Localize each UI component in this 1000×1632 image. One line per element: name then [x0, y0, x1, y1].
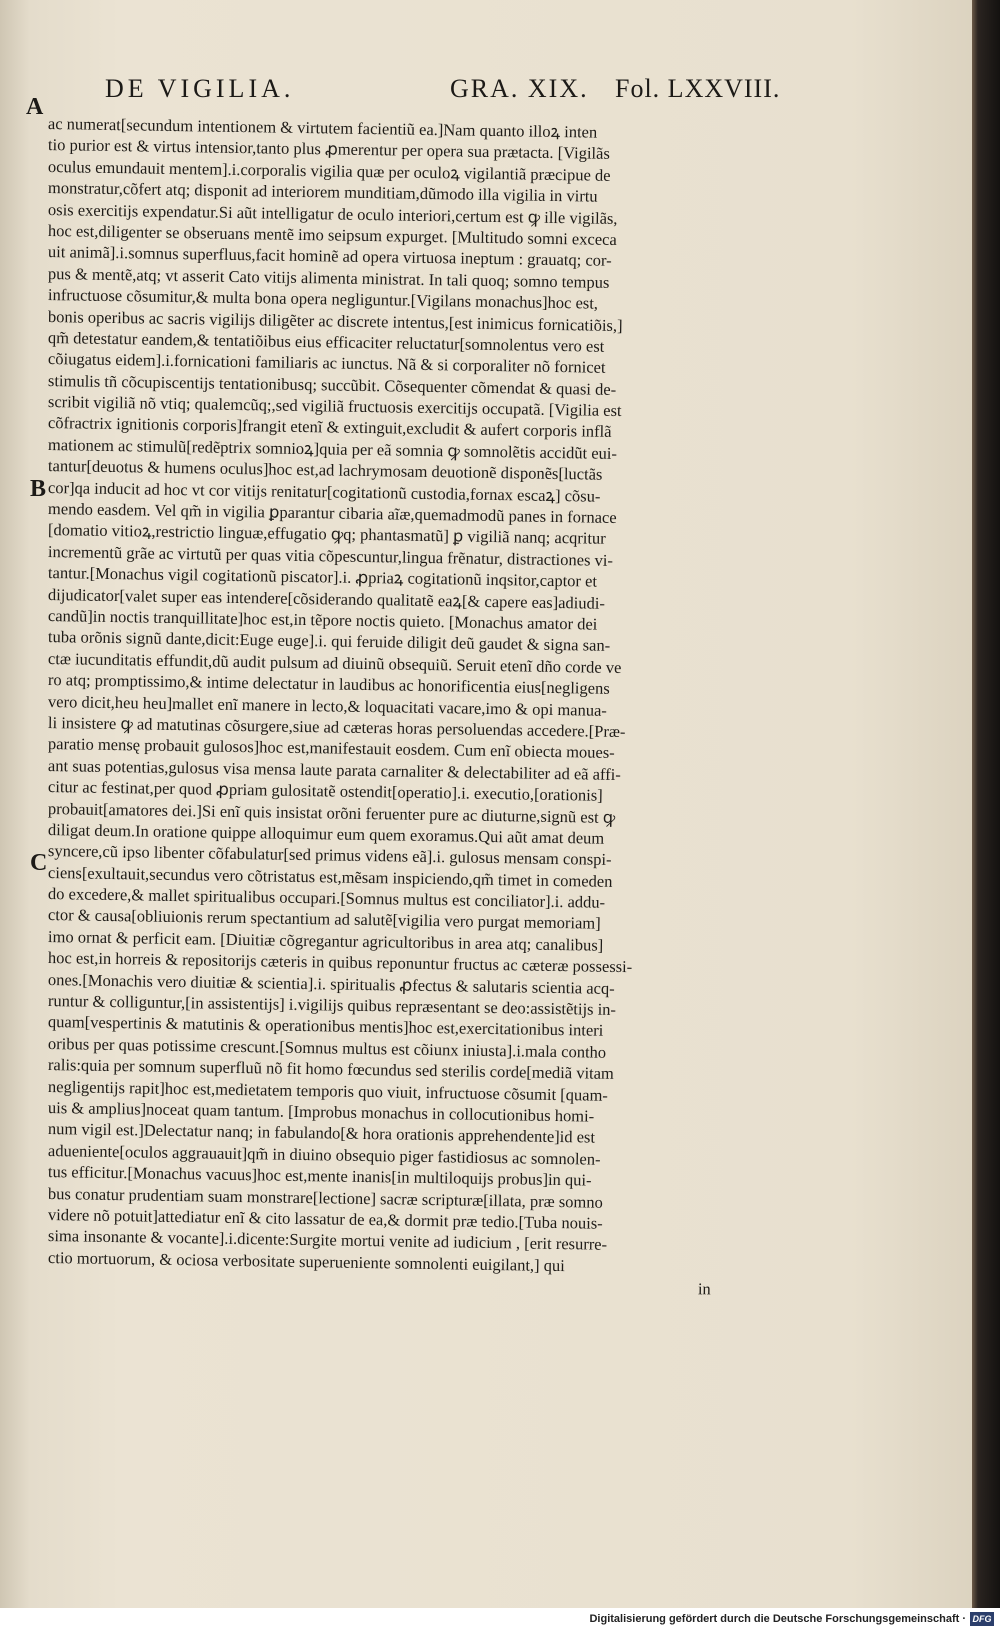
text-line: candũ]in noctis tranquillitate]hoc est,in tẽpore noctis quieto. [Monachus amator dei [47, 605, 598, 634]
text-line: sima insonante & vocante].i.dicente:Surgite mortui venite ad iudicium , [erit resurre- [47, 1226, 608, 1255]
margin-marker-a: A [26, 94, 44, 120]
header-title: DE VIGILIA. [105, 74, 295, 103]
text-line: bus conatur prudentiam suam monstrare[lectione] sacræ scripturæ[illata, præ somno [47, 1183, 603, 1212]
text-line: ro atq; promptissimo,& intime delectatur in laudibus ac honorificentia eius[negligens [47, 670, 610, 698]
running-header [105, 74, 785, 114]
text-line: adueniente[oculos aggrauauit]qm̃ in diuino obsequio piger fastidiosus ac somnolen- [47, 1140, 601, 1169]
text-line: quam[vespertinis & matutinis & operationibus mentis]hoc est,exercitationibus interi [47, 1012, 604, 1041]
text-line: hoc est,in horreis & repositorijs cæteris in quibus reponuntur fructus ac cæteræ possessi- [47, 948, 633, 977]
text-line: ctæ iucunditatis effundit,dũ audit pulsum ad diuinũ obsequiũ. Seruit etenĩ dño corde ve [47, 648, 622, 677]
text-line: tus efficitur.[Monachus vacuus]hoc est,mente inanis[in multiloquijs probus]in qui- [47, 1162, 592, 1190]
text-line: vero dicit,heu heu]mallet enĩ manere in lecto,& loquacitati vacare,imo & opi manua- [47, 691, 608, 720]
text-line: scribit vigiliã nõ vtiq; qualemcũq;,sed vigiliã fructuosis exercitijs occupatã. [Vigilia est [47, 392, 622, 421]
margin-marker-b: B [30, 476, 47, 502]
text-line: cõiugatus eidem].i.fornicationi familiaris ac iunctus. Nã & si corporaliter nõ fornicet [47, 349, 606, 378]
text-line: cor]qa inducit ad hoc vt cor vitijs renitatur[cogitationũ custodia,fornax escaꝝ] cõsu- [47, 477, 601, 506]
text-line: ones.[Monachis vero diuitiæ & scientia].i. spiritualis ꝓfectus & salutaris scientia acq- [47, 969, 615, 998]
text-line: tio purior est & virtus intensior,tanto plus ꝓmerentur per opera sua prætacta. [Vigilãs [47, 135, 611, 164]
text-line: qm̃ detestatur eandem,& tentatiõibus eius efficaciter reluctatur[somnolentus vero est [47, 327, 605, 356]
margin-marker-c: C [30, 850, 48, 876]
text-line: [domatio vitioꝝ,restrictio linguæ,effugatio ꝙq; phantasmatũ] ꝑ vigiliã nanq; acqritur [47, 520, 606, 549]
header-section: GRA. XIX. [450, 74, 589, 103]
text-line: paratio mensę probauit gulosos]hoc est,manifestauit eosdem. Cum enĩ obiecta moues- [47, 734, 615, 763]
dfg-logo-icon: DFG [970, 1612, 994, 1626]
text-line: monstratur,cõfert atq; disponit ad interiorem munditiam,dũmodo illa vigilia in virtu [47, 178, 598, 206]
text-line: incrementũ grãe ac virtutũ per quas vitia cõpescuntur,lingua frẽnatur, distractiones vi- [47, 541, 614, 570]
text-line: probauit[amatores dei.]Si enĩ quis insistat orõni feruenter pure ac diuturne,signũ est ꝙ [47, 798, 616, 827]
digitization-credit: Digitalisierung gefördert durch die Deutsche Forschungsgemeinschaft · [589, 1613, 966, 1625]
text-line: syncere,cũ ipso libenter cõfabulatur[sed primus videns eã].i. gulosus mensam conspi- [47, 841, 612, 870]
body-text [47, 113, 778, 1299]
text-line: oculus emundauit mentem].i.corporalis vigilia quæ per oculoꝝ vigilantiã præcipue de [47, 156, 611, 185]
text-line: ctio mortuorum, & ociosa verbositate superueniente somnolenti euigilant,] qui [47, 1247, 565, 1275]
text-line: num vigil est.]Delectatur nanq; in fabulando[& hora orationis apprehendente]id est [47, 1119, 596, 1147]
text-line: do excedere,& mallet spiritualibus occupari.[Somnus multus est conciliator].i. addu- [47, 884, 606, 912]
text-line: tantur[deuotus & humens oculus]hoc est,ad lachrymosam deuotionẽ disponẽs[luctãs [47, 456, 603, 484]
text-line: in [697, 1279, 711, 1299]
text-line: mendo easdem. Vel qm̃ in vigilia ꝑparantur cibaria aĩæ,quemadmodũ panes in fornace [47, 499, 617, 527]
text-line: tuba orõnis signũ dante,dicit:Euge euge].i. qui feruide diligit deũ gaudet & signa san- [47, 627, 611, 656]
text-line: infructuose cõsumitur,& multa bona opera negliguntur.[Vigilans monachus]hoc est, [47, 285, 599, 313]
text-line: videre nõ potuit]attediatur enĩ & cito lassatur de ea,& dormit præ tedio.[Tuba nouis- [47, 1204, 603, 1233]
text-line: cõfractrix ignitionis corporis]frangit etenĩ & extinguit,excludit & aufert corporis inflã [47, 413, 612, 442]
text-line: runtur & colliguntur,[in assistentijs] i.vigilijs quibus repræsentant se deo:assistẽtijs in- [47, 991, 617, 1019]
text-line: ant suas potentias,gulosus visa mensa laute parata carnaliter & delectabiliter ad eã affi- [47, 755, 621, 784]
text-line: tantur.[Monachus vigil cogitationũ piscator].i. ꝓpriaꝝ cogitationũ inqsitor,captor et [47, 563, 598, 591]
text-line: imo ornat & perficit eam. [Diuitiæ cõgregantur agricultoribus in area atq; canalibus] [47, 926, 604, 955]
text-line: stimulis tñ cõcupiscentijs tentationibusq; succũbit. Cõsequenter cõmendat & quasi de- [47, 370, 617, 399]
text-line: dijudicator[valet super eas intendere[cõsiderando qualitatẽ eaꝝ[& capere eas]adiudi- [47, 584, 606, 613]
text-line: ralis:quia per somnum superfluũ nõ fit homo fœcundus sed sterilis corde[mediã vitam [47, 1055, 615, 1084]
text-line: ctor & causa[obliuionis rerum spectantium ad salutẽ[vigilia vero purgat memoriam] [47, 905, 601, 934]
text-line: hoc est,diligenter se obseruans mentẽ imo seipsum expurget. [Multitudo somni exceca [47, 220, 617, 249]
text-line: pus & mentẽ,atq; vt asserit Cato vitijs alimenta ministrat. In tali quoq; somno tempus [47, 263, 610, 292]
text-line: ciens[exultauit,secundus vero cõtristatus est,mẽsam inspiciendo,qm̃ timet in comeden [47, 862, 613, 891]
text-line: uit animã].i.somnus superfluus,facit hominẽ ad opera virtuosa ineptum : grauatq; cor- [47, 242, 612, 271]
text-line: oribus per quas potissime crescunt.[Somnus multus est cõiunx iniusta].i.mala contho [47, 1033, 607, 1062]
text-line: citur ac festinat,per quod ꝓpriam gulositatẽ ostendit[operatio].i. executio,[orationis] [47, 777, 603, 805]
text-line: uis & amplius]noceat quam tantum. [Improbus monachus in collocutionibus homi- [47, 1097, 595, 1126]
text-line: negligentijs rapit]hoc est,medietatem temporis quo viuit, infructuose cõsumit [quam- [47, 1076, 609, 1105]
text-line: ac numerat[secundum intentionem & virtutem facientiũ ea.]Nam quanto illoꝝ inten [47, 114, 598, 142]
text-line: mationem ac stimulũ[redẽptrix somnioꝝ]quia per eã somnia ꝙ somnolẽtis accidũt eui- [47, 434, 618, 463]
header-folio: Fol. LXXVIII. [615, 74, 781, 103]
page-edge-shadow [972, 0, 1000, 1608]
text-line: diligat deum.In oratione quippe alloquimur eum quem exoramus.Qui aũt amat deum [47, 819, 605, 848]
text-line: bonis operibus ac sacris vigilijs diligẽter ac discrete intentus,[est inimicus fornicatiõis,] [47, 306, 623, 335]
text-line: li insistere ꝙ ad matutinas cõsurgere,siue ad cæteras horas persoluendas accedere.[Præ- [47, 712, 626, 742]
text-line: osis exercitijs expendatur.Si aũt intelligatur de oculo interiori,certum est ꝙ ille vigilãs, [47, 199, 618, 228]
